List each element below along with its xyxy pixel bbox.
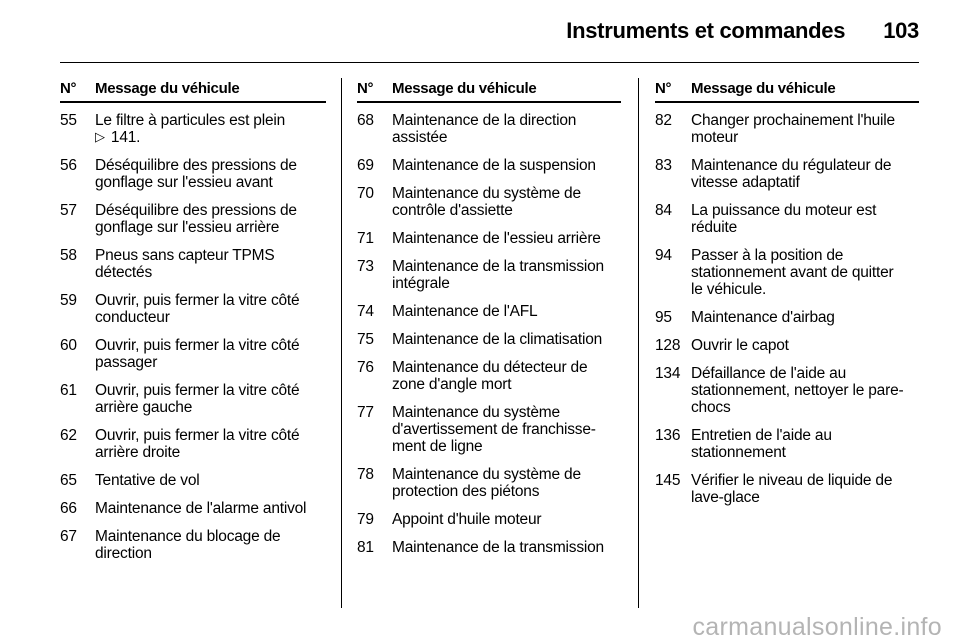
table-row [357, 157, 621, 174]
message-number: 66 [60, 500, 77, 517]
message-text [691, 365, 919, 416]
message-text [95, 427, 326, 461]
message-line: lave-glace [691, 489, 760, 506]
table-row [60, 292, 326, 326]
message-line: Passer à la position de [691, 247, 844, 264]
message-text [691, 472, 919, 506]
message-line: le véhicule. [691, 281, 767, 298]
message-text [95, 157, 326, 191]
message-text [691, 157, 919, 191]
message-text [392, 258, 621, 292]
message-number: 79 [357, 511, 374, 528]
message-number: 65 [60, 472, 77, 489]
message-line: Vérifier le niveau de liquide de [691, 472, 893, 489]
message-line: Maintenance de l'essieu arrière [392, 230, 601, 247]
message-line: Maintenance de la direction [392, 112, 577, 129]
message-line: Ouvrir, puis fermer la vitre côté [95, 292, 300, 309]
table-row [60, 112, 326, 146]
message-text [392, 331, 621, 348]
column-header-number: N° [655, 80, 672, 97]
message-line: Déséquilibre des pressions de [95, 157, 297, 174]
message-line: Maintenance de l'AFL [392, 303, 538, 320]
message-line: contrôle d'assiette [392, 202, 513, 219]
message-number: 56 [60, 157, 77, 174]
message-line: Maintenance de la climatisation [392, 331, 603, 348]
message-text [691, 202, 919, 236]
table-row [60, 528, 326, 562]
table-row [357, 539, 621, 556]
message-table-column [655, 80, 919, 517]
message-number: 82 [655, 112, 672, 129]
page-reference-number: 141. [110, 129, 141, 146]
message-number: 68 [357, 112, 374, 129]
table-row [357, 466, 621, 500]
message-line: Appoint d'huile moteur [392, 511, 542, 528]
table-row [357, 359, 621, 393]
column-header [357, 80, 621, 103]
watermark: carmanualsonline.info [692, 613, 942, 641]
message-text [392, 303, 621, 320]
message-line: zone d'angle mort [392, 376, 512, 393]
message-line: Maintenance du blocage de [95, 528, 281, 545]
table-row [655, 337, 919, 354]
message-text [691, 247, 919, 298]
message-text [691, 112, 919, 146]
message-line: conducteur [95, 309, 170, 326]
table-row [655, 427, 919, 461]
table-row [655, 472, 919, 506]
message-line: Déséquilibre des pressions de [95, 202, 297, 219]
message-line: assistée [392, 129, 448, 146]
table-row [655, 247, 919, 298]
table-row [655, 157, 919, 191]
message-text [95, 337, 326, 371]
table-row [60, 472, 326, 489]
column-header-label: Message du véhicule [392, 80, 537, 97]
message-text [392, 359, 621, 393]
message-line: stationnement avant de quitter [691, 264, 894, 281]
message-line: d'avertissement de franchisse- [392, 421, 596, 438]
message-number: 77 [357, 404, 374, 421]
message-line: intégrale [392, 275, 450, 292]
message-line: Le filtre à particules est plein [95, 112, 286, 129]
page-reference[interactable] [95, 129, 326, 146]
page-header [566, 18, 919, 44]
message-line: Ouvrir, puis fermer la vitre côté [95, 337, 300, 354]
column-header-number: N° [357, 80, 374, 97]
table-row [655, 365, 919, 416]
page-number: 103 [883, 18, 919, 43]
message-line: Maintenance du système de [392, 185, 581, 202]
message-line: protection des piétons [392, 483, 540, 500]
message-line: passager [95, 354, 158, 371]
message-number: 81 [357, 539, 374, 556]
message-number: 74 [357, 303, 374, 320]
message-number: 62 [60, 427, 77, 444]
table-row [357, 404, 621, 455]
message-line: La puissance du moteur est [691, 202, 877, 219]
message-text [95, 500, 326, 517]
message-line: Pneus sans capteur TPMS [95, 247, 275, 264]
message-table-column [60, 80, 326, 573]
message-line: détectés [95, 264, 152, 281]
section-title: Instruments et commandes [566, 18, 846, 43]
message-line: Maintenance du système [392, 404, 560, 421]
table-row [60, 427, 326, 461]
message-number: 58 [60, 247, 77, 264]
column-header [60, 80, 326, 103]
message-text [392, 511, 621, 528]
message-text [95, 472, 326, 489]
table-row [655, 112, 919, 146]
message-line: direction [95, 545, 152, 562]
table-row [357, 230, 621, 247]
message-number: 71 [357, 230, 374, 247]
column-divider [341, 78, 342, 608]
message-number: 59 [60, 292, 77, 309]
message-line: Tentative de vol [95, 472, 200, 489]
message-line: Maintenance du système de [392, 466, 581, 483]
column-header-label: Message du véhicule [95, 80, 240, 97]
column-header [655, 80, 919, 103]
message-line: arrière gauche [95, 399, 193, 416]
message-text [392, 539, 621, 556]
message-text [392, 157, 621, 174]
message-number: 61 [60, 382, 77, 399]
message-line: Maintenance d'airbag [691, 309, 835, 326]
message-line: stationnement [691, 444, 786, 461]
message-line: Changer prochainement l'huile [691, 112, 895, 129]
message-line: gonflage sur l'essieu avant [95, 174, 273, 191]
message-text [392, 404, 621, 455]
header-rule [60, 62, 919, 63]
message-text [95, 202, 326, 236]
message-line: Maintenance du régulateur de [691, 157, 892, 174]
message-number: 67 [60, 528, 77, 545]
column-header-number: N° [60, 80, 77, 97]
message-number: 128 [655, 337, 681, 354]
table-row [60, 202, 326, 236]
table-row [655, 202, 919, 236]
message-text [95, 247, 326, 281]
message-number: 69 [357, 157, 374, 174]
message-line: Maintenance de la transmission [392, 258, 604, 275]
message-number: 60 [60, 337, 77, 354]
message-text [95, 528, 326, 562]
table-row [60, 157, 326, 191]
message-text [392, 185, 621, 219]
message-line: Entretien de l'aide au [691, 427, 832, 444]
message-text [95, 292, 326, 326]
message-line: chocs [691, 399, 731, 416]
column-divider [638, 78, 639, 608]
table-row [60, 337, 326, 371]
message-line: réduite [691, 219, 737, 236]
table-row [357, 303, 621, 320]
message-number: 95 [655, 309, 672, 326]
table-row [655, 309, 919, 326]
message-line: ment de ligne [392, 438, 483, 455]
message-line: arrière droite [95, 444, 181, 461]
message-line: Ouvrir, puis fermer la vitre côté [95, 382, 300, 399]
table-row [357, 185, 621, 219]
table-row [357, 511, 621, 528]
message-number: 94 [655, 247, 672, 264]
message-line: vitesse adaptatif [691, 174, 800, 191]
message-line: Défaillance de l'aide au [691, 365, 846, 382]
message-text [95, 382, 326, 416]
message-text [392, 112, 621, 146]
page-reference-arrow-icon: ▷ [95, 129, 105, 144]
message-text [392, 466, 621, 500]
message-number: 83 [655, 157, 672, 174]
column-header-label: Message du véhicule [691, 80, 836, 97]
message-line: Maintenance du détecteur de [392, 359, 588, 376]
message-line: Maintenance de la transmission [392, 539, 604, 556]
message-number: 57 [60, 202, 77, 219]
table-row [60, 247, 326, 281]
message-text [691, 309, 919, 326]
table-row [357, 258, 621, 292]
message-line: gonflage sur l'essieu arrière [95, 219, 280, 236]
message-number: 145 [655, 472, 681, 489]
message-number: 136 [655, 427, 681, 444]
message-line: Ouvrir, puis fermer la vitre côté [95, 427, 300, 444]
message-line: stationnement, nettoyer le pare- [691, 382, 904, 399]
message-number: 78 [357, 466, 374, 483]
message-table-column [357, 80, 621, 567]
message-number: 75 [357, 331, 374, 348]
message-line: moteur [691, 129, 739, 146]
message-line: Ouvrir le capot [691, 337, 789, 354]
message-text [392, 230, 621, 247]
table-row [357, 112, 621, 146]
message-number: 134 [655, 365, 681, 382]
message-number: 76 [357, 359, 374, 376]
message-line: Maintenance de la suspension [392, 157, 596, 174]
message-number: 84 [655, 202, 672, 219]
message-line: Maintenance de l'alarme antivol [95, 500, 307, 517]
message-number: 73 [357, 258, 374, 275]
table-row [357, 331, 621, 348]
table-row [60, 500, 326, 517]
message-text [691, 427, 919, 461]
message-number: 70 [357, 185, 374, 202]
table-row [60, 382, 326, 416]
message-number: 55 [60, 112, 77, 129]
message-text [95, 112, 326, 146]
message-text [691, 337, 919, 354]
